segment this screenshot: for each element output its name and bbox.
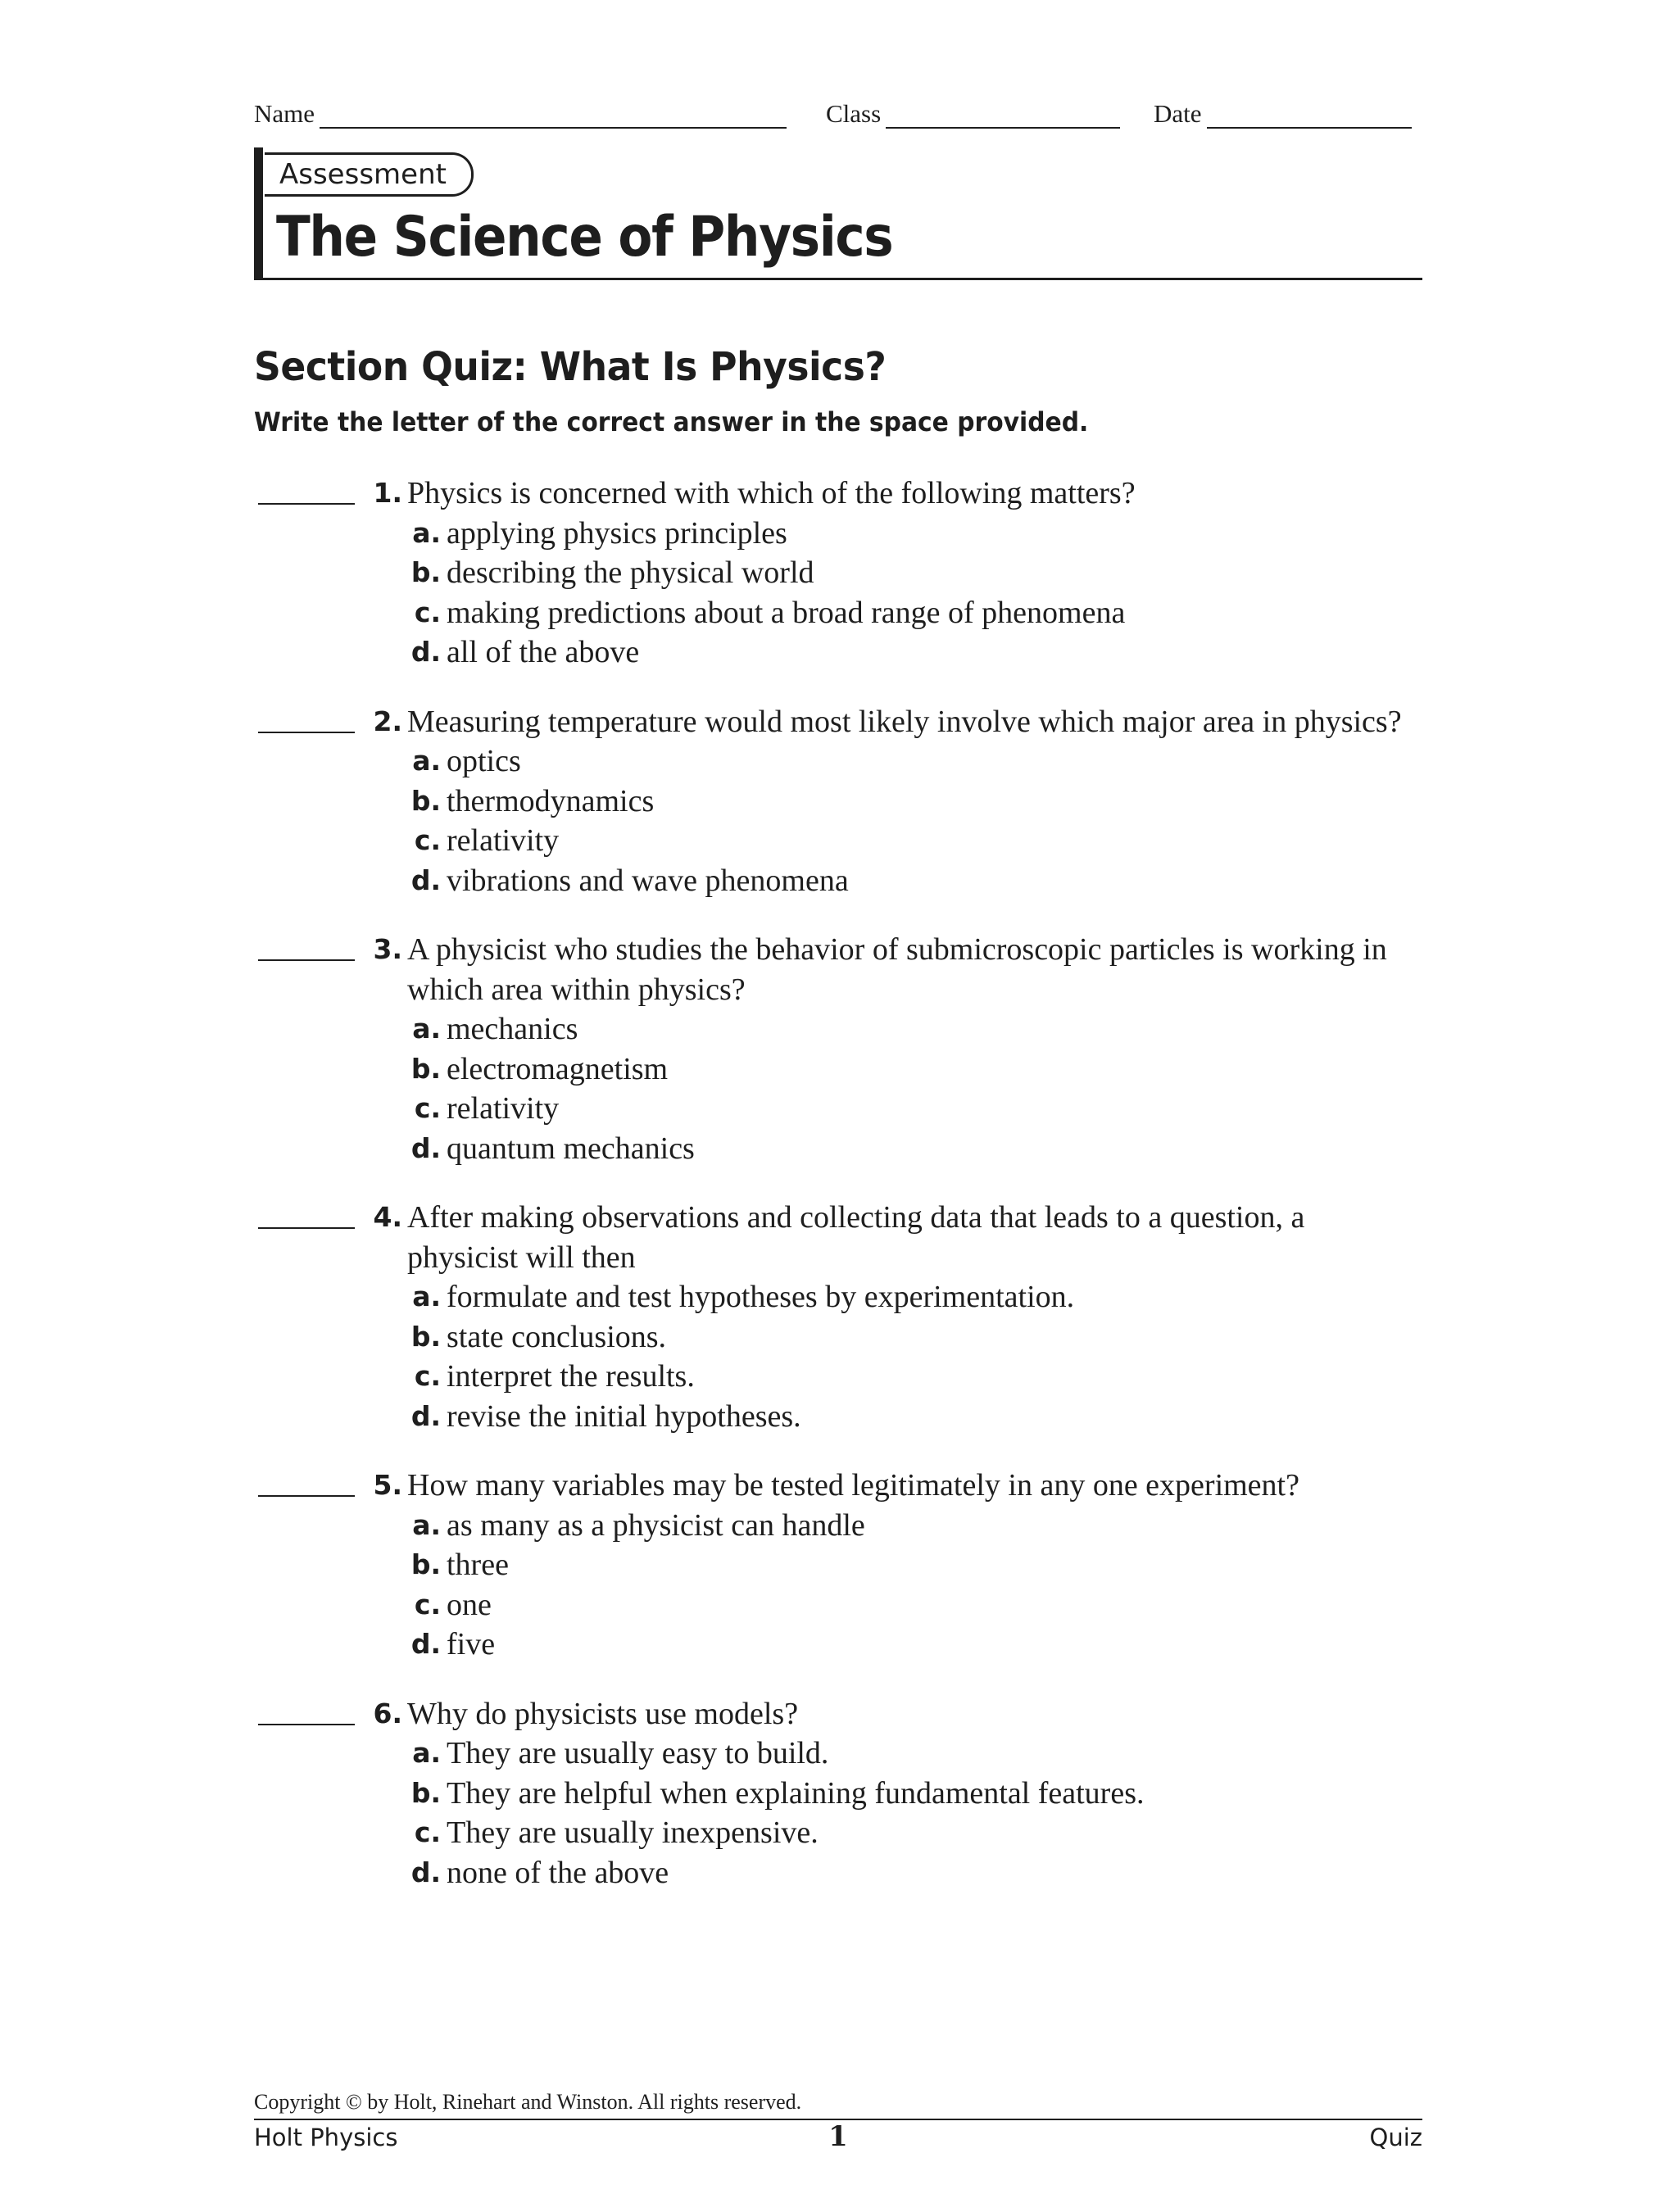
- option-letter: a.: [412, 1508, 441, 1541]
- answer-option: [254, 1813, 1422, 1853]
- option-letter: d.: [410, 863, 441, 896]
- answer-option: [254, 1397, 1422, 1437]
- option-letter: c.: [414, 1816, 441, 1848]
- question-stem: [254, 930, 1422, 1009]
- question-stem: [254, 1198, 1422, 1277]
- option-letter: d.: [410, 1131, 441, 1164]
- worksheet-page: [254, 0, 1422, 2212]
- question-item: [254, 474, 1422, 673]
- question-text: After making observations and collecting data that leads to a question, a physicist will then: [407, 1200, 1305, 1275]
- option-text: relativity: [447, 1091, 560, 1126]
- option-text: vibrations and wave phenomena: [447, 863, 849, 898]
- option-text: making predictions about a broad range of phenomena: [447, 595, 1126, 630]
- option-text: thermodynamics: [447, 783, 655, 818]
- answer-option: [254, 1089, 1422, 1129]
- name-blank[interactable]: [320, 96, 787, 129]
- question-text: Measuring temperature would most likely involve which major area in physics?: [407, 704, 1402, 739]
- option-letter: b.: [410, 1320, 441, 1353]
- question-number: 5.: [373, 1469, 402, 1501]
- copyright-notice: Copyright © by Holt, Rinehart and Winston. All rights reserved.: [254, 2090, 802, 2114]
- assessment-tab: Assessment: [265, 152, 474, 197]
- question-text: Physics is concerned with which of the following matters?: [407, 476, 1136, 510]
- answer-option: [254, 1317, 1422, 1358]
- option-letter: a.: [412, 516, 441, 549]
- question-number: 2.: [373, 705, 402, 737]
- option-letter: c.: [414, 1588, 441, 1620]
- class-field: [826, 93, 1120, 129]
- instructions: Write the letter of the correct answer in the space provided.: [254, 406, 1089, 437]
- option-text: five: [447, 1627, 496, 1661]
- option-text: one: [447, 1587, 492, 1622]
- option-letter: b.: [410, 1052, 441, 1085]
- question-list: [254, 474, 1422, 1922]
- question-item: [254, 702, 1422, 901]
- option-letter: b.: [410, 1548, 441, 1580]
- answer-option: [254, 1357, 1422, 1397]
- answer-option: [254, 1129, 1422, 1169]
- option-letter: d.: [410, 1399, 441, 1432]
- option-letter: d.: [410, 636, 441, 668]
- option-letter: b.: [410, 556, 441, 588]
- question-number: 4.: [373, 1201, 402, 1233]
- option-letter: c.: [414, 824, 441, 856]
- class-blank[interactable]: [886, 96, 1120, 129]
- date-blank[interactable]: [1207, 96, 1412, 129]
- answer-option: [254, 1506, 1422, 1546]
- option-letter: b.: [410, 1776, 441, 1809]
- name-label: Name: [254, 99, 315, 128]
- option-letter: a.: [412, 1737, 441, 1769]
- question-text: Why do physicists use models?: [407, 1696, 799, 1731]
- option-letter: c.: [414, 596, 441, 628]
- question-item: [254, 1694, 1422, 1893]
- question-number: 1.: [373, 477, 402, 509]
- answer-option: [254, 1625, 1422, 1665]
- page-title: The Science of Physics: [276, 205, 893, 270]
- option-text: They are helpful when explaining fundamental features.: [447, 1775, 1145, 1811]
- option-text: none of the above: [447, 1855, 669, 1890]
- option-text: all of the above: [447, 635, 640, 669]
- option-text: state conclusions.: [447, 1319, 667, 1354]
- option-letter: d.: [410, 1856, 441, 1888]
- page-number: 1: [828, 2120, 848, 2153]
- section-title: Section Quiz: What Is Physics?: [254, 344, 887, 390]
- question-text: How many variables may be tested legitimately in any one experiment?: [407, 1468, 1299, 1503]
- option-letter: c.: [414, 1360, 441, 1392]
- answer-option: [254, 1734, 1422, 1774]
- class-label: Class: [826, 99, 882, 128]
- option-text: optics: [447, 744, 521, 778]
- answer-option: [254, 821, 1422, 861]
- date-field: [1154, 93, 1412, 129]
- option-letter: d.: [410, 1628, 441, 1660]
- answer-option: [254, 1277, 1422, 1317]
- option-text: describing the physical world: [447, 555, 814, 590]
- answer-option: [254, 782, 1422, 822]
- option-letter: b.: [410, 784, 441, 817]
- question-item: [254, 930, 1422, 1168]
- option-text: They are usually easy to build.: [447, 1736, 829, 1770]
- answer-option: [254, 1049, 1422, 1090]
- option-text: quantum mechanics: [447, 1131, 695, 1166]
- question-number: 6.: [373, 1697, 402, 1729]
- footer-book-title: Holt Physics: [254, 2124, 398, 2151]
- question-stem: [254, 702, 1422, 742]
- answer-option: [254, 741, 1422, 782]
- option-text: electromagnetism: [447, 1051, 669, 1086]
- option-text: applying physics principles: [447, 515, 787, 551]
- option-letter: c.: [414, 1092, 441, 1124]
- question-stem: [254, 474, 1422, 514]
- option-text: formulate and test hypotheses by experimentation.: [447, 1280, 1075, 1314]
- question-item: [254, 1466, 1422, 1665]
- option-text: revise the initial hypotheses.: [447, 1398, 801, 1434]
- option-letter: a.: [412, 745, 441, 777]
- answer-option: [254, 632, 1422, 673]
- option-text: mechanics: [447, 1012, 578, 1046]
- title-block: [254, 147, 1422, 280]
- answer-option: [254, 553, 1422, 593]
- footer-doc-type: Quiz: [1369, 2124, 1422, 2151]
- date-label: Date: [1154, 99, 1202, 128]
- option-text: as many as a physicist can handle: [447, 1507, 865, 1543]
- answer-option: [254, 1009, 1422, 1049]
- option-text: They are usually inexpensive.: [447, 1815, 819, 1850]
- option-text: relativity: [447, 823, 560, 858]
- answer-option: [254, 861, 1422, 901]
- question-text: A physicist who studies the behavior of submicroscopic particles is working in which area within physics?: [407, 932, 1387, 1007]
- question-stem: [254, 1466, 1422, 1506]
- name-field: [254, 93, 787, 129]
- answer-option: [254, 1774, 1422, 1814]
- answer-option: [254, 514, 1422, 554]
- answer-option: [254, 1853, 1422, 1893]
- answer-option: [254, 1585, 1422, 1625]
- page-footer: [254, 2120, 1422, 2156]
- option-letter: a.: [412, 1281, 441, 1312]
- student-info-header: [254, 93, 1422, 134]
- question-number: 3.: [373, 933, 402, 965]
- answer-option: [254, 593, 1422, 633]
- question-item: [254, 1198, 1422, 1436]
- answer-option: [254, 1545, 1422, 1585]
- option-text: three: [447, 1548, 509, 1582]
- option-text: interpret the results.: [447, 1359, 695, 1394]
- question-stem: [254, 1694, 1422, 1734]
- option-letter: a.: [412, 1013, 441, 1045]
